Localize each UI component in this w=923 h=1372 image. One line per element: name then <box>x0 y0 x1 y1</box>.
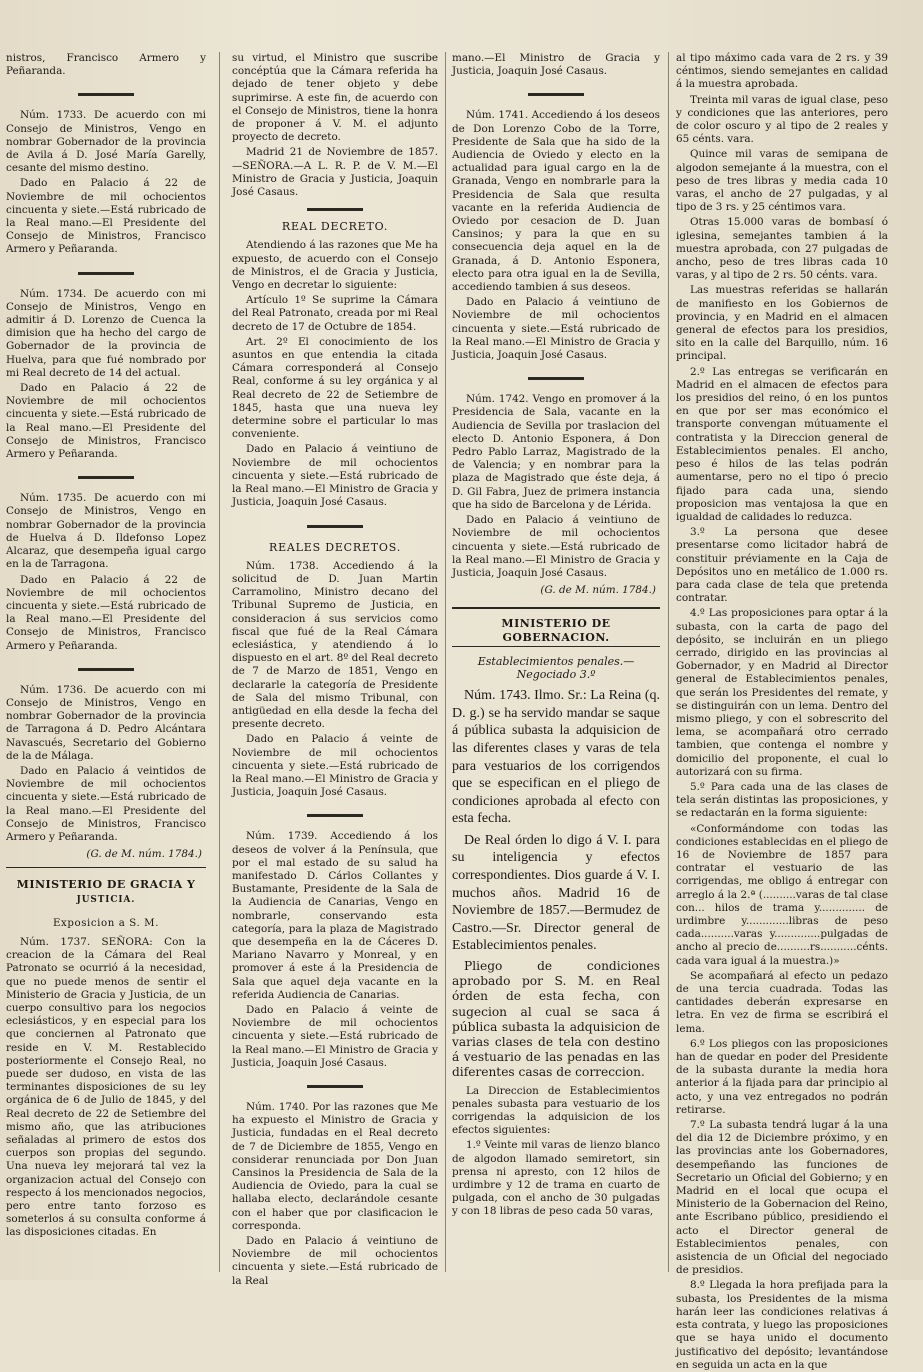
decree-1734: Núm. 1734. De acuerdo con mi Consejo de Ministros, Vengo en admitir á D. Lorenzo de Cuenca la dimision que ha hecho del cargo de Gobernador de la provincia de Huelva, para que fué nombrado por mi Real decreto de 14 del actual. <box>6 287 206 379</box>
decree-1742: Núm. 1742. Vengo en promover á la Presidencia de Sala, vacante en la Audiencia de Sevilla por traslacion del electo D. Antonio Esponera, á Don Pedro Pablo Larraz, Magistrado de la de Valencia; y en nombrar para la plaza de Magistrado que éste deja, á D. Gil Fabra, Juez de primera instancia que ha sido de Barcelona y de Lérida. <box>452 393 660 511</box>
decree-1741-signature: Dado en Palacio á veintiuno de Noviembre de mil ochocientos cincuenta y siete.—Está rubricado de la Real mano.—El Ministro de Gracia y Justicia, Joaquin José Casaus. <box>452 296 660 362</box>
condition-4: 4.º Las proposiciones para optar á la subasta, con la carta de pago del depósito, se incluirán en un pliego cerrado, dirigido en las provincias al Gobernador, y en Madrid al Director general de Establecimientos penales, que serán los Presidentes del remate, y se distinguirán con un lema. Dentro del mismo pliego, y con el sobrescrito del lema, se acompañará otro cerrado tambien, que contenga el nombre y domicilio del proponente, el cual lo autorizará con su firma. <box>676 607 888 778</box>
separator <box>232 811 438 820</box>
paragraph: La Direccion de Establecimientos penales subasta para vestuario de los corrigendas la adquisicion de los efectos siguientes: <box>452 1084 660 1137</box>
exposition-title: Exposicion a S. M. <box>52 917 160 929</box>
paragraph: su virtud, el Ministro que suscribe concéptúa que la Cámara referida ha dejado de tener objeto y debe suprimirse. A este fin, de acuerdo con el Consejo de Ministros, tiene la honra de proponer á V. M. el adjunto proyecto de decreto. <box>232 52 438 144</box>
subsection-title: Establecimientos penales.—Negociado 3.º <box>477 654 635 681</box>
decree-signature: Dado en Palacio á veintiuno de Noviembre de mil ochocientos cincuenta y siete.—Está rubricado de la Real mano.—El Ministro de Gracia y Justicia, Joaquin José Casaus. <box>232 443 438 509</box>
separator <box>232 1082 438 1091</box>
decree-1738-signature: Dado en Palacio á veinte de Noviembre de mil ochocientos cincuenta y siete.—Está rubricado de la Real mano.—El Ministro de Gracia y Justicia, Joaquin José Casaus. <box>232 733 438 799</box>
decree-1733: Núm. 1733. De acuerdo con mi Consejo de Ministros, Vengo en nombrar Gobernador de la provincia de Avila á D. José María Garelly, cesante del mismo destino. <box>6 109 206 175</box>
separator <box>452 374 660 383</box>
conditions-title: Pliego de condiciones aprobado por S. M. en Real órden de esta fecha, con sugecion al cual se saca á pública subasta la adquisicion de varias clases de tela con destino á vestuario de las penadas en las diferentes casas de correccion. <box>452 959 660 1080</box>
decree-1741: Núm. 1741. Accediendo á los deseos de Don Lorenzo Cobo de la Torre, Presidente de Sala que ha sido de la Audiencia de Oviedo y electo en la actualidad para igual cargo en la de Granada, Vengo en nombrarle para la Presidencia de Sala que resulta vacante en la referida Audiencia de Oviedo por cesacion de D. Juan Cansinos; y para la que en su consecuencia deja aquel en la de Granada, á D. Antonio Esponera, electo para otra igual en la de Sevilla, accediendo tambien á sus deseos. <box>452 109 660 294</box>
separator <box>6 473 206 482</box>
condition-6: 6.º Los pliegos con las proposiciones han de quedar en poder del Presidente de la subasta durante la media hora anterior á la fijada para dar principio al acto, y una vez entregados no podrán retirarse. <box>676 1037 888 1116</box>
paragraph: Quince mil varas de semipana de algodon semejante á la muestra, con el peso de tres libras y media cada 10 varas, el ancho de 27 pulgadas, y al tipo de 3 rs. y 25 céntimos vara. <box>676 148 888 214</box>
column-rule <box>219 52 220 1272</box>
decree-1743-signature: De Real órden lo digo á V. I. para su inteligencia y efectos correspondientes. Dios guarde á V. I. muchos años. Madrid 16 de Noviembre de 1857.—Bermudez de Castro.—Sr. Director general de Establecimientos penales. <box>452 832 660 954</box>
condition-3: 3.º La persona que desee presentarse como licitador habrá de constituir préviamente en la Caja de Depósitos uno en metálico de 1.000 rs. para cada clase de tela que pretenda contratar. <box>676 526 888 605</box>
paragraph: Otras 15.000 varas de bombasí ó iglesina, semejantes tambien á la muestra aprobada, con 27 pulgadas de ancho, peso de tres libras cada 10 varas, y al tipo de 2 rs. 50 cénts. vara. <box>676 216 888 282</box>
separator <box>6 665 206 674</box>
proposal-form: «Conformándome con todas las condiciones establecidas en el pliego de 16 de Noviembre de 1857 para contratar el vestuario de las corrigendas, me obligo á entregar con arreglo á la 2.ª (..........varas de tal clase con... hilos de trama y.............. de urdimbre y.............libras de peso cada..........varas y..............pulgadas de ancho al precio de..........rs...........cénts. cada vara igual á la muestra.)» <box>676 822 888 967</box>
paragraph: Atendiendo á las razones que Me ha expuesto, de acuerdo con el Consejo de Ministros, el de Gracia y Justicia, Vengo en decretar lo siguiente: <box>232 239 438 292</box>
decree-1735-signature: Dado en Palacio á 22 de Noviembre de mil ochocientos cincuenta y siete.—Está rubricado de la Real mano.—El Presidente del Consejo de Ministros, Francisco Armero y Peñaranda. <box>6 573 206 652</box>
column-3 <box>452 52 660 1274</box>
decree-1739-signature: Dado en Palacio á veinte de Noviembre de mil ochocientos cincuenta y siete.—Está rubricado de la Real mano.—El Ministro de Gracia y Justicia, Joaquin José Casaus. <box>232 1004 438 1069</box>
decree-1740-signature: Dado en Palacio á veintiuno de Noviembre de mil ochocientos cincuenta y siete.—Está rubricado de la Real <box>232 1235 438 1287</box>
decree-1742-signature: Dado en Palacio á veintiuno de Noviembre de mil ochocientos cincuenta y siete.—Está rubricado de la Real mano.—El Ministro de Gracia y Justicia, Joaquin José Casaus. <box>452 514 660 579</box>
section-subheading: JUSTICIA. <box>76 894 136 905</box>
separator <box>6 90 206 99</box>
decrees-heading: REALES DECRETOS. <box>269 540 401 554</box>
condition-5: 5.º Para cada una de las clases de tela serán distintas las proposiciones, y se redactarán en la forma siguiente: <box>676 780 888 820</box>
gazette-reference: (G. de M. núm. 1784.) <box>86 848 202 861</box>
section-heading: MINISTERIO DE GRACIA Y <box>16 878 196 892</box>
paragraph: al tipo máximo cada vara de 2 rs. y 39 céntimos, siendo semejantes en calidad á la muestra aprobada. <box>676 52 888 91</box>
column-2 <box>232 52 438 1287</box>
decree-1738: Núm. 1738. Accediendo á la solicitud de D. Juan Martin Carramolino, Ministro decano del Tribunal Supremo de Justicia, en consideracion á sus servicios como fiscal que fué de la Real Cámara eclesiástica, y atendiendo á lo dispuesto en el art. 8º del Real decreto de 7 de Marzo de 1851, Vengo en declararle la categoría de Presidente de Sala del mismo Tribunal, con antigüedad en ella desde la fecha del presente decreto. <box>232 559 438 731</box>
decree-1737: Núm. 1737. SEÑORA: Con la creacion de la Cámara del Real Patronato se ocurrió á la necesidad, que no puede menos de sentir el Ministerio de Gracia y Justicia, de un cuerpo consultivo para los negocios eclesiásticos, y en especial para los que conciernen al Patronato que reside en V. M. Restablecido posteriormente el Consejo Real, no puede ser dudoso, en vista de las terminantes disposiciones de su ley orgánica de 6 de Julio de 1845, y del Real decreto de 22 de Setiembre del mismo año, que las atribuciones señaladas al primero de estos dos cuerpos son propias del segundo. Una nueva ley mejorará tal vez la organizacion actual del Consejo con respecto á los mencionados negocios, pero entre tanto forzoso es someterlos á su consulta conforme á las disposiciones citadas. En <box>6 935 206 1239</box>
divider <box>6 867 206 868</box>
condition-8: 8.º Llegada la hora prefijada para la subasta, los Presidentes de la misma harán leer las condiciones relativas á esta contrata, y luego las proposiciones que se haya unido el documento justificativo del depósito; levantándose en seguida un acta en la que <box>676 1279 888 1371</box>
separator <box>232 205 438 214</box>
divider <box>452 646 660 647</box>
paragraph: Treinta mil varas de igual clase, peso y condiciones que las anteriores, pero de color oscuro y al tipo de 2 reales y 65 cénts. vara. <box>676 93 888 146</box>
column-4 <box>676 52 888 1371</box>
separator <box>452 90 660 99</box>
paragraph: Las muestras referidas se hallarán de manifiesto en los Gobiernos de provincia, y en Madrid en el almacen general de efectos para los presidios, sito en la calle del Barquillo, núm. 16 principal. <box>676 284 888 363</box>
paragraph: Se acompañará al efecto un pedazo de una tercia cuadrada. Todas las cantidades deberán expresarse en letra. En vez de firma se escribirá el lema. <box>676 969 888 1035</box>
divider <box>452 607 660 609</box>
column-rule <box>445 52 446 1272</box>
conditions-intro <box>452 959 660 1081</box>
decree-1736-signature: Dado en Palacio á veintidos de Noviembre de mil ochocientos cincuenta y siete.—Está rubricado de la Real mano.—El Presidente del Consejo de Ministros, Francisco Armero y Peñaranda. <box>6 764 206 843</box>
decree-1734-signature: Dado en Palacio á 22 de Noviembre de mil ochocientos cincuenta y siete.—Está rubricado de la Real mano.—El Presidente del Consejo de Ministros, Francisco Armero y Peñaranda. <box>6 382 206 461</box>
article-2: Art. 2º El conocimiento de los asuntos en que entendia la citada Cámara corresponderá al Consejo Real, conforme á su ley orgánica y al Real decreto de 22 de Setiembre de 1845, hasta que una nueva ley determine sobre el particular lo mas conveniente. <box>232 335 438 441</box>
decree-heading: REAL DECRETO. <box>281 220 389 234</box>
column-rule <box>668 52 669 1272</box>
separator <box>6 269 206 278</box>
separator <box>232 522 438 531</box>
decree-1743: Núm. 1743. Ilmo. Sr.: La Reina (q. D. g.) se ha servido mandar se saque á pública subasta la adquisicion de las diferentes clases y varas de tela para vestuarios de los corrigendos que se especifican en el pliego de condiciones aprobada al efecto con esta fecha. <box>452 688 660 827</box>
royal-order <box>452 687 660 955</box>
condition-2: 2.º Las entregas se verificarán en Madrid en el almacen de efectos para los presidios del reino, ó en los puntos en que por ser mas económico el transporte convengan mútuamente el contratista y la Direccion general de Establecimientos penales. El ancho, peso é hilos de las telas podrán aumentarse, pero no el tipo ó precio fijado para cada una, siendo proposicion mas ventajosa la que en igualdad de calidades lo reduzca. <box>676 365 888 523</box>
decree-1736: Núm. 1736. De acuerdo con mi Consejo de Ministros, Vengo en nombrar Gobernador de la provincia de Tarragona á D. Pedro Alcántara Navascués, Secretario del Gobierno de la de Málaga. <box>6 683 206 762</box>
paragraph: mano.—El Ministro de Gracia y Justicia, Joaquin José Casaus. <box>452 52 660 78</box>
exposition-signature: Madrid 21 de Noviembre de 1857.—SEÑORA.—A L. R. P. de V. M.—El Ministro de Gracia y Justicia, Joaquin José Casaus. <box>232 146 438 199</box>
condition-7: 7.º La subasta tendrá lugar á la una del dia 12 de Diciembre próximo, y en las provincias ante los Gobernadores, desempeñando las funciones de Secretario un Oficial del Gobierno; y en Madrid en el local que ocupa el Ministerio de la Gobernacion del Reino, ante Escribano público, presidiendo el acto el Director general de Establecimientos penales, con asistencia de un Oficial del negociado de presidios. <box>676 1119 888 1277</box>
gazette-reference: (G. de M. núm. 1784.) <box>540 584 656 597</box>
decree-1735: Núm. 1735. De acuerdo con mi Consejo de Ministros, Vengo en nombrar Gobernador de la provincia de Huelva á D. Ildefonso Lopez Alcaraz, que desempeña igual cargo en la de Tarragona. <box>6 492 206 571</box>
article-1: Artículo 1º Se suprime la Cámara del Real Patronato, creada por mi Real decreto de 17 de Octubre de 1854. <box>232 294 438 333</box>
decree-1733-signature: Dado en Palacio á 22 de Noviembre de mil ochocientos cincuenta y siete.—Está rubricado de la Real mano.—El Presidente del Consejo de Ministros, Francisco Armero y Peñaranda. <box>6 177 206 256</box>
condition-1: 1.º Veinte mil varas de lienzo blanco de algodon llamado semiretort, sin prensa ni apresto, con 12 hilos de urdimbre y 12 de trama en cuarto de pulgada, con el ancho de 30 pulgadas y con 18 libras de peso cada 50 varas, <box>452 1139 660 1218</box>
paragraph: nistros, Francisco Armero y Peñaranda. <box>6 52 206 78</box>
section-heading: MINISTERIO DE GOBERNACION. <box>501 617 611 644</box>
column-1 <box>6 52 206 1274</box>
decree-1739: Núm. 1739. Accediendo á los deseos de volver á la Península, que por el mal estado de su salud ha manifestado D. Cárlos Collantes y Bustamante, Presidente de la Sala de la Audiencia de Canarias, Vengo en nombrarle, conservando esta categoría, para la plaza de Magistrado que desempeña en la de Cáceres D. Mariano Navarro y Monreal, y en promover á este á la Presidencia de Sala que aquel deja vacante en la referida Audiencia de Canarias. <box>232 830 438 1001</box>
decree-1740: Núm. 1740. Por las razones que Me ha expuesto el Ministro de Gracia y Justicia, fundadas en el Real decreto de 7 de Diciembre de 1855, Vengo en considerar renunciada por Don Juan Cansinos la Presidencia de Sala de la Audiencia de Oviedo, para la cual se hallaba electo, declarándole cesante con el haber que por clasificacion le corresponda. <box>232 1101 438 1232</box>
